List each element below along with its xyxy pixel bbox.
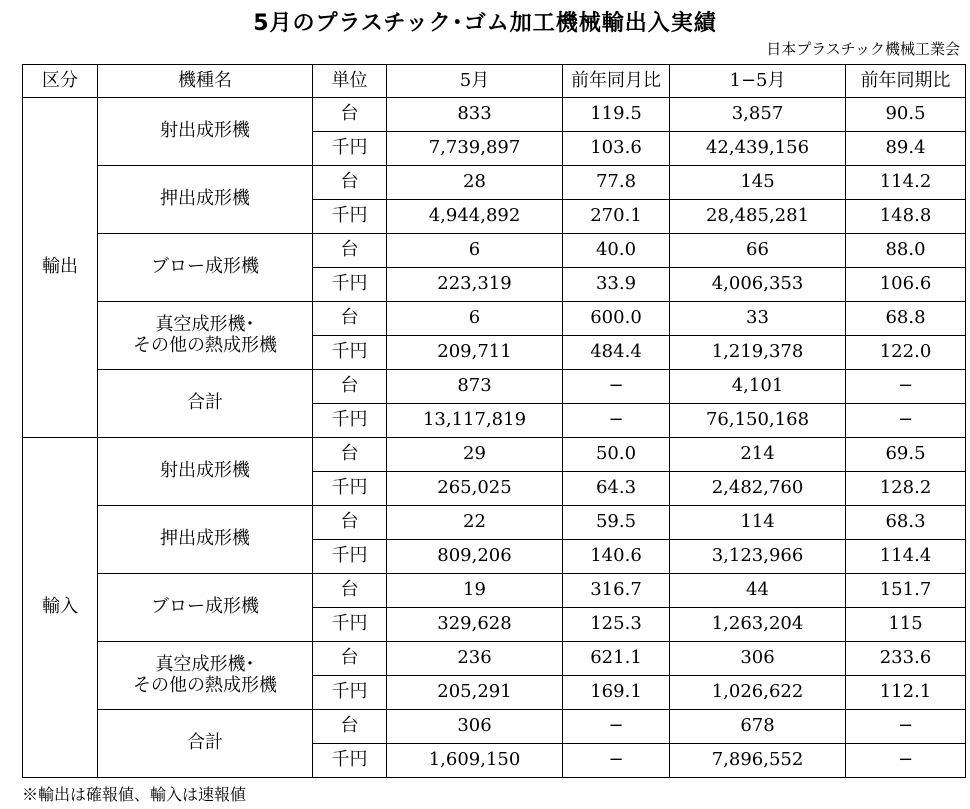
unit-label: 台 (313, 438, 387, 472)
value-cell: 112.1 (846, 676, 966, 710)
value-cell: 22 (387, 506, 563, 540)
value-cell: 6 (387, 234, 563, 268)
value-cell: 3,123,966 (670, 540, 846, 574)
value-cell: 833 (387, 98, 563, 132)
value-cell: 68.8 (846, 302, 966, 336)
value-cell: 151.7 (846, 574, 966, 608)
machine-name-cell (98, 98, 313, 166)
value-cell: 122.0 (846, 336, 966, 370)
value-cell: 76,150,168 (670, 404, 846, 438)
value-cell: − (846, 370, 966, 404)
value-cell: 236 (387, 642, 563, 676)
unit-label: 台 (313, 302, 387, 336)
value-cell: 145 (670, 166, 846, 200)
machine-name: 真空成形機･ (155, 313, 255, 335)
value-cell: 270.1 (563, 200, 670, 234)
machine-name: 合計 (187, 392, 223, 414)
header-jan-may: 1−5月 (670, 65, 846, 98)
unit-label: 台 (313, 370, 387, 404)
value-cell: 7,739,897 (387, 132, 563, 166)
value-cell: 148.8 (846, 200, 966, 234)
value-cell: 600.0 (563, 302, 670, 336)
machine-name-cell (98, 506, 313, 574)
value-cell: 233.6 (846, 642, 966, 676)
table-body (23, 98, 966, 778)
value-cell: 4,944,892 (387, 200, 563, 234)
value-cell: 621.1 (563, 642, 670, 676)
machine-name: 押出成形機 (160, 188, 250, 210)
table-row (23, 370, 966, 404)
section-label: 輸入 (23, 438, 98, 778)
header-may: 5月 (387, 65, 563, 98)
value-cell: 223,319 (387, 268, 563, 302)
value-cell: 19 (387, 574, 563, 608)
value-cell: 33.9 (563, 268, 670, 302)
value-cell: − (563, 404, 670, 438)
machine-name-line2: その他の熱成形機 (133, 334, 277, 356)
table-row (23, 710, 966, 744)
value-cell: 89.4 (846, 132, 966, 166)
value-cell: 59.5 (563, 506, 670, 540)
table-row (23, 98, 966, 132)
value-cell: 114 (670, 506, 846, 540)
unit-label: 千円 (313, 472, 387, 506)
value-cell: 484.4 (563, 336, 670, 370)
value-cell: 169.1 (563, 676, 670, 710)
value-cell: 809,206 (387, 540, 563, 574)
value-cell: 40.0 (563, 234, 670, 268)
value-cell: 7,896,552 (670, 744, 846, 778)
table-row (23, 438, 966, 472)
value-cell: 90.5 (846, 98, 966, 132)
unit-label: 千円 (313, 404, 387, 438)
value-cell: 214 (670, 438, 846, 472)
table-row (23, 234, 966, 268)
machine-name: 射出成形機 (160, 120, 250, 142)
value-cell: 1,219,378 (670, 336, 846, 370)
machine-name: 射出成形機 (160, 460, 250, 482)
value-cell: 306 (387, 710, 563, 744)
value-cell: 128.2 (846, 472, 966, 506)
table-row (23, 574, 966, 608)
value-cell: 316.7 (563, 574, 670, 608)
value-cell: 873 (387, 370, 563, 404)
value-cell: − (563, 744, 670, 778)
table-row (23, 302, 966, 336)
header-row (23, 65, 966, 98)
value-cell: 2,482,760 (670, 472, 846, 506)
machine-name-cell (98, 574, 313, 642)
value-cell: 4,101 (670, 370, 846, 404)
value-cell: 1,026,622 (670, 676, 846, 710)
machine-name: 真空成形機･ (155, 653, 255, 675)
value-cell: 33 (670, 302, 846, 336)
unit-label: 台 (313, 234, 387, 268)
value-cell: 64.3 (563, 472, 670, 506)
header-yoy-month: 前年同月比 (563, 65, 670, 98)
value-cell: 6 (387, 302, 563, 336)
value-cell: 125.3 (563, 608, 670, 642)
unit-label: 千円 (313, 608, 387, 642)
machine-name: 押出成形機 (160, 528, 250, 550)
value-cell: − (563, 710, 670, 744)
value-cell: 69.5 (846, 438, 966, 472)
value-cell: − (846, 710, 966, 744)
value-cell: 103.6 (563, 132, 670, 166)
unit-label: 台 (313, 506, 387, 540)
machine-name-cell (98, 234, 313, 302)
value-cell: − (846, 744, 966, 778)
unit-label: 千円 (313, 336, 387, 370)
machine-name: 合計 (187, 732, 223, 754)
unit-label: 千円 (313, 268, 387, 302)
value-cell: 140.6 (563, 540, 670, 574)
machine-name-line2: その他の熱成形機 (133, 674, 277, 696)
value-cell: 678 (670, 710, 846, 744)
machine-name-cell (98, 438, 313, 506)
value-cell: 13,117,819 (387, 404, 563, 438)
value-cell: 4,006,353 (670, 268, 846, 302)
value-cell: 1,263,204 (670, 608, 846, 642)
value-cell: 44 (670, 574, 846, 608)
unit-label: 千円 (313, 540, 387, 574)
value-cell: 3,857 (670, 98, 846, 132)
unit-label: 台 (313, 642, 387, 676)
unit-label: 千円 (313, 744, 387, 778)
unit-label: 台 (313, 574, 387, 608)
table-row (23, 166, 966, 200)
value-cell: 29 (387, 438, 563, 472)
machine-name-cell (98, 642, 313, 710)
value-cell: 42,439,156 (670, 132, 846, 166)
footnote: ※輸出は確報値、輸入は速報値 (22, 785, 247, 804)
value-cell: 114.2 (846, 166, 966, 200)
value-cell: 28 (387, 166, 563, 200)
header-category: 区分 (23, 65, 98, 98)
value-cell: 106.6 (846, 268, 966, 302)
section-label: 輸出 (23, 98, 98, 438)
value-cell: 119.5 (563, 98, 670, 132)
value-cell: 88.0 (846, 234, 966, 268)
value-cell: − (563, 370, 670, 404)
header-machine-type: 機種名 (98, 65, 313, 98)
value-cell: 1,609,150 (387, 744, 563, 778)
value-cell: 205,291 (387, 676, 563, 710)
unit-label: 台 (313, 98, 387, 132)
value-cell: 28,485,281 (670, 200, 846, 234)
unit-label: 台 (313, 166, 387, 200)
value-cell: 68.3 (846, 506, 966, 540)
machine-name: ブロー成形機 (151, 256, 259, 278)
page-title: 5月のプラスチック･ゴム加工機械輸出入実績 (253, 11, 717, 36)
organization-name: 日本プラスチック機械工業会 (766, 40, 960, 58)
header-unit: 単位 (313, 65, 387, 98)
unit-label: 千円 (313, 200, 387, 234)
value-cell: 115 (846, 608, 966, 642)
value-cell: 50.0 (563, 438, 670, 472)
unit-label: 千円 (313, 132, 387, 166)
unit-label: 台 (313, 710, 387, 744)
value-cell: 66 (670, 234, 846, 268)
value-cell: 329,628 (387, 608, 563, 642)
trade-table (22, 64, 966, 778)
value-cell: − (846, 404, 966, 438)
table-row (23, 506, 966, 540)
value-cell: 265,025 (387, 472, 563, 506)
table-row (23, 642, 966, 676)
value-cell: 306 (670, 642, 846, 676)
value-cell: 77.8 (563, 166, 670, 200)
header-yoy-period: 前年同期比 (846, 65, 966, 98)
machine-name: ブロー成形機 (151, 596, 259, 618)
machine-name-cell (98, 370, 313, 438)
machine-name-cell (98, 710, 313, 778)
value-cell: 209,711 (387, 336, 563, 370)
machine-name-cell (98, 166, 313, 234)
value-cell: 114.4 (846, 540, 966, 574)
machine-name-cell (98, 302, 313, 370)
unit-label: 千円 (313, 676, 387, 710)
